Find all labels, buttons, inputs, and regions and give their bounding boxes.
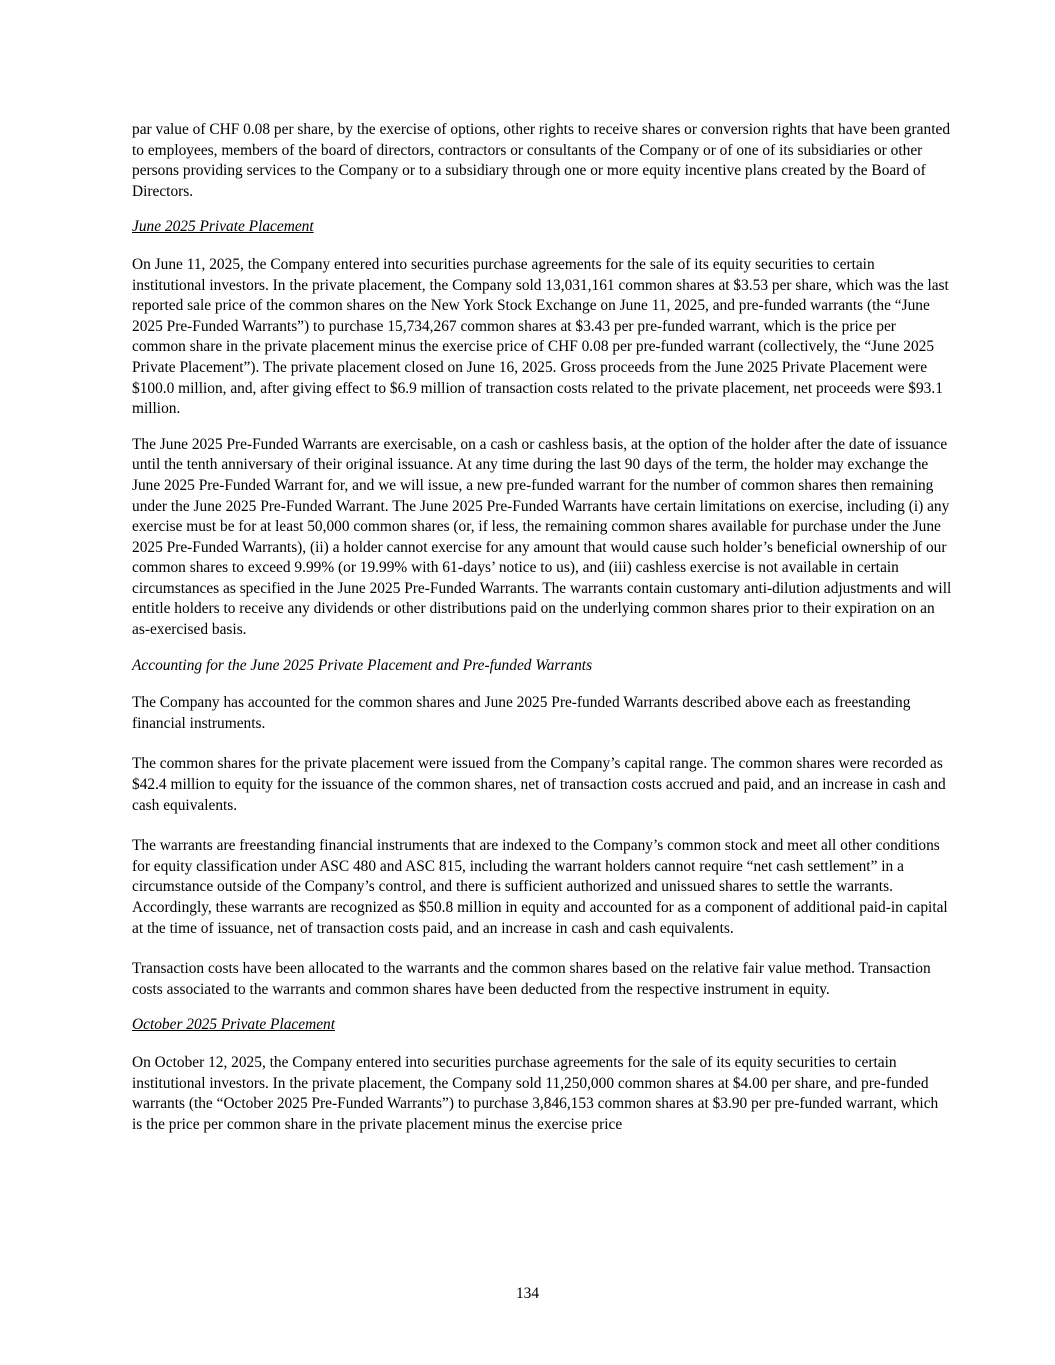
page-number: 134 xyxy=(515,1285,540,1302)
paragraph-transaction-costs: Transaction costs have been allocated to the warrants and the common shares based on the relative fair value method. Transaction costs associated to the warrants and common shares have been deducted from the respective instrument in equity. xyxy=(132,960,931,998)
paragraph-october-placement-details: On October 12, 2025, the Company entered into securities purchase agreements for the sale of its equity securities to certain institutional investors. In the private placement, the Company sold 11,250,000 common shares at $4.00 per share, and pre-funded warrants (the “October 2025 Pre-Funded Warrants”) to purchase 3,846,153 common shares at $3.90 per pre-funded warrant, which is the price per common share in the private placement minus the exercise price xyxy=(132,1053,939,1133)
document-body xyxy=(132,120,952,1150)
heading-june-2025-private-placement: June 2025 Private Placement xyxy=(132,218,314,236)
paragraph-warrants-classification: The warrants are freestanding financial instruments that are indexed to the Company’s common stock and meet all other conditions for equity classification under ASC 480 and ASC 815, including the warrant holders cannot require “net cash settlement” in a circumstance outside of the Company’s control, and there is sufficient authorized and unissued shares to settle the warrants. Accordingly, these warrants are recognized as $50.8 million in equity and accounted for as a component of additional paid-in capital at the time of issuance, net of transaction costs paid, and an increase in cash and cash equivalents. xyxy=(132,837,948,937)
heading-october-2025-private-placement: October 2025 Private Placement xyxy=(132,1016,336,1034)
paragraph-freestanding-instruments: The Company has accounted for the common shares and June 2025 Pre-funded Warrants described above each as freestanding financial instruments. xyxy=(132,694,911,732)
heading-accounting-june-placement: Accounting for the June 2025 Private Placement and Pre-funded Warrants xyxy=(132,656,593,674)
paragraph-common-shares-equity: The common shares for the private placement were issued from the Company’s capital range. The common shares were recorded as $42.4 million to equity for the issuance of the common shares, net of transaction costs accrued and paid, and an increase in cash and cash equivalents. xyxy=(132,755,946,814)
paragraph-june-warrants-terms: The June 2025 Pre-Funded Warrants are exercisable, on a cash or cashless basis, at the option of the holder after the date of issuance until the tenth anniversary of their original issuance. At any time during the last 90 days of the term, the holder may exchange the June 2025 Pre-Funded Warrant for, and we will issue, a new pre-funded warrant for the number of common shares then remaining under the June 2025 Pre-Funded Warrant. The June 2025 Pre-Funded Warrants have certain limitations on exercise, including (i) any exercise must be for at least 50,000 common shares (or, if less, the remaining common shares available for purchase under the June 2025 Pre-Funded Warrants), (ii) a holder cannot exercise for any amount that would cause such holder’s beneficial ownership of our common shares to exceed 9.99% (or 19.99% with 61-days’ notice to us), and (iii) cashless exercise is not available in certain circumstances as specified in the June 2025 Pre-Funded Warrants. The warrants contain customary anti-dilution adjustments and will entitle holders to receive any dividends or other distributions paid on the underlying common shares prior to their expiration on an as-exercised basis. xyxy=(132,435,952,639)
paragraph-june-placement-details: On June 11, 2025, the Company entered into securities purchase agreements for the sale of its equity securities to certain institutional investors. In the private placement, the Company sold 13,031,161 common shares at $3.53 per share, which was the last reported sale price of the common shares on the New York Stock Exchange on June 11, 2025, and pre-funded warrants (the “June 2025 Pre-Funded Warrants”) to purchase 15,734,267 common shares at $3.43 per pre-funded warrant, which is the price per common share in the private placement minus the exercise price of CHF 0.08 per pre-funded warrant (collectively, the “June 2025 Private Placement”). The private placement closed on June 16, 2025. Gross proceeds from the June 2025 Private Placement were $100.0 million, and, after giving effect to $6.9 million of transaction costs related to the private placement, net proceeds were $93.1 million. xyxy=(132,255,949,418)
paragraph-par-value: par value of CHF 0.08 per share, by the exercise of options, other rights to receive shares or conversion rights that have been granted to employees, members of the board of directors, contractors or consultants of the Company or of one of its subsidiaries or other persons providing services to the Company or to a subsidiary through one or more equity incentive plans created by the Board of Directors. xyxy=(132,121,951,200)
